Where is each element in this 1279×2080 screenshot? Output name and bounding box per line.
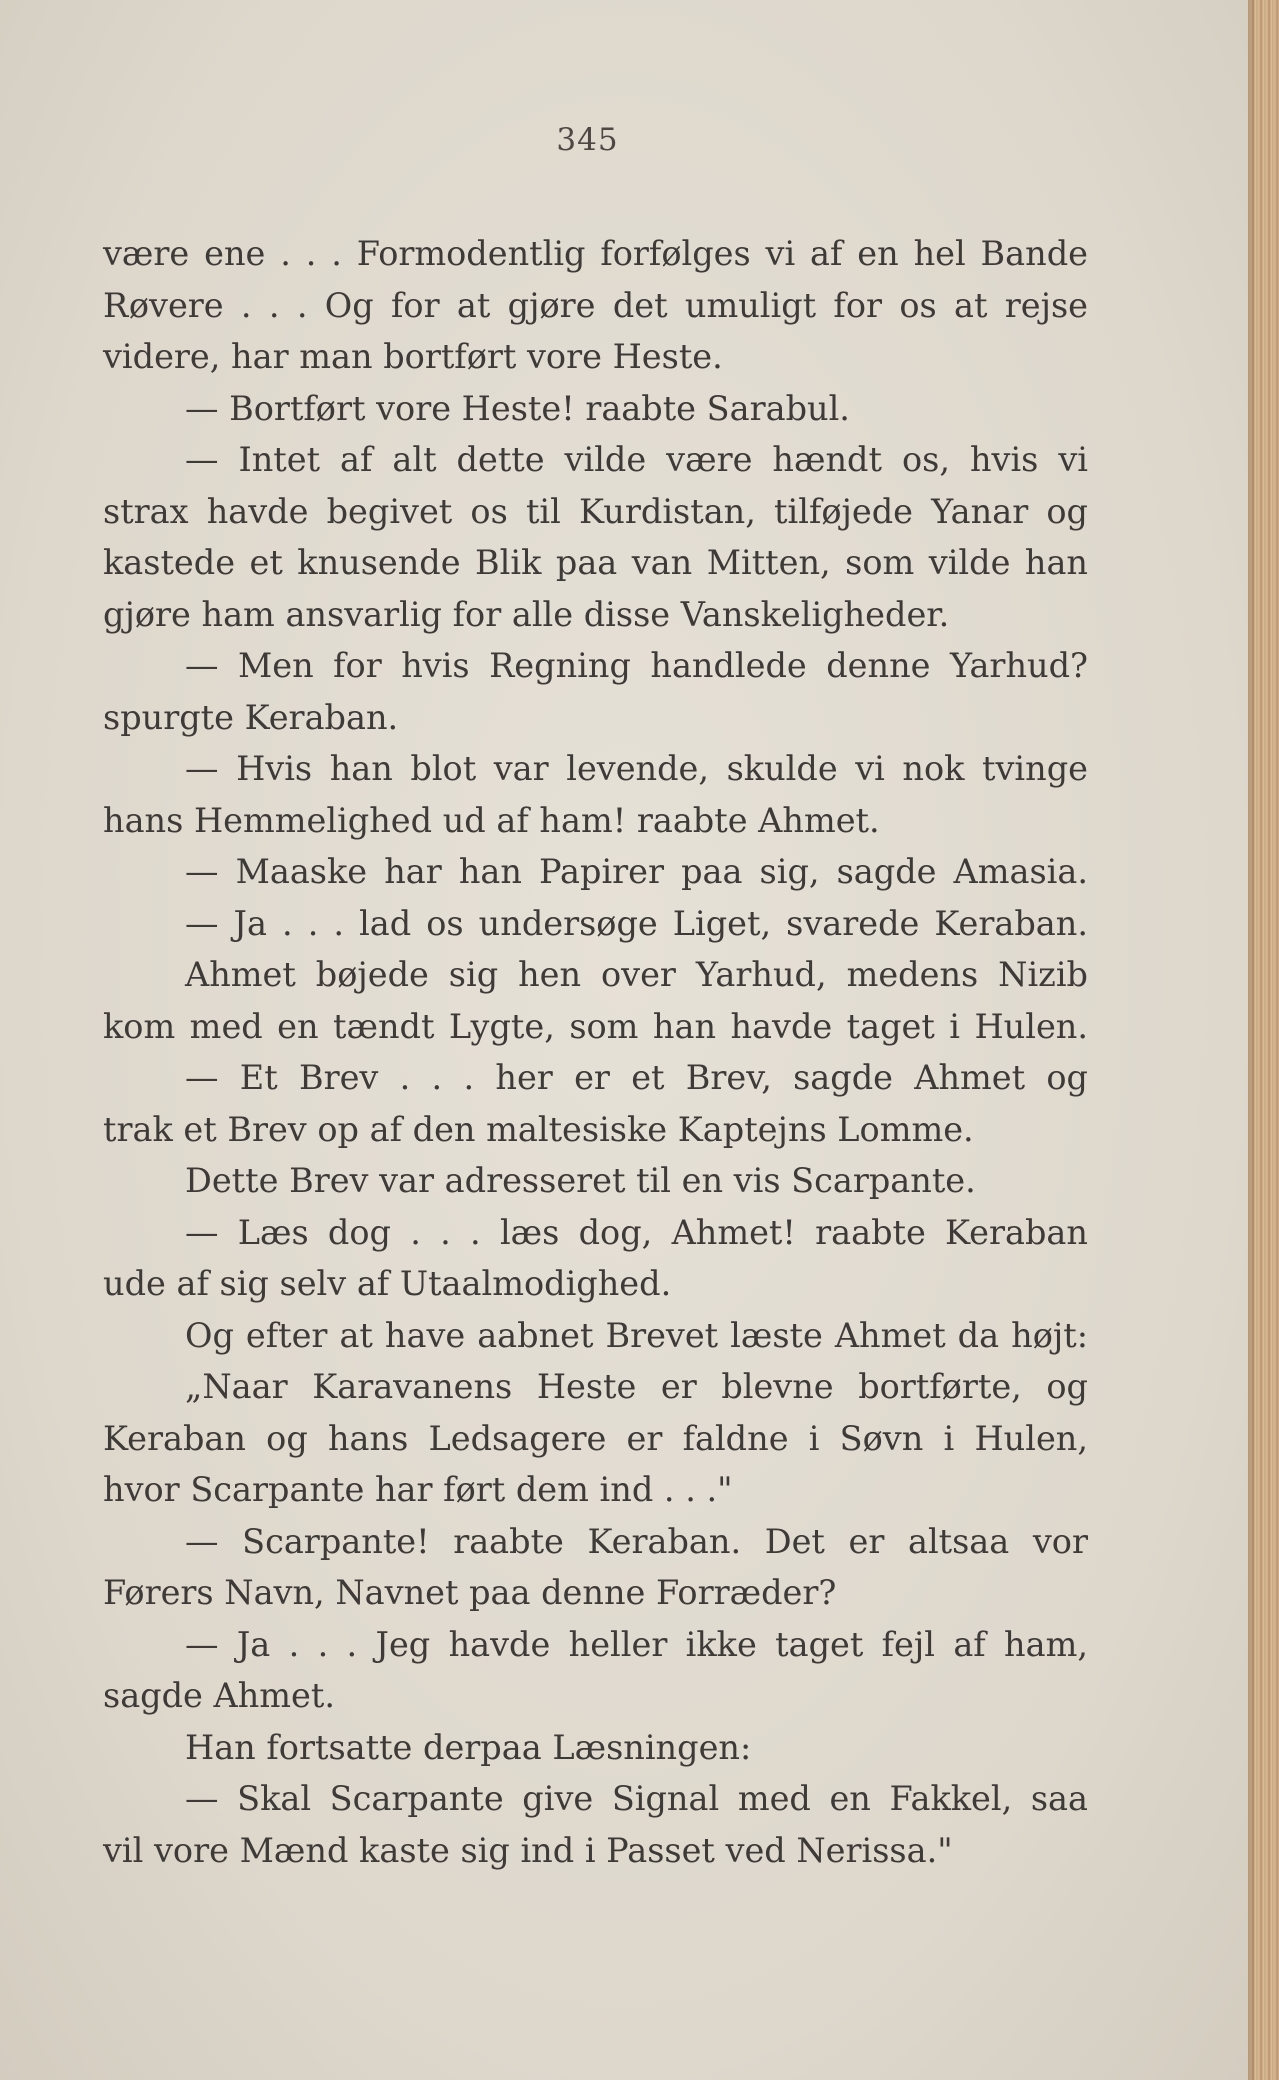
text-line: — Scarpante! raabte Keraban. Det er altsaa vor: [185, 1521, 1088, 1561]
text-line: — Maaske har han Papirer paa sig, sagde Amasia.: [185, 852, 1088, 891]
text-line: Keraban og hans Ledsagere er faldne i Søvn i Hulen,: [103, 1418, 1088, 1458]
page-edge-decoration: [1248, 0, 1279, 2080]
text-line: „Naar Karavanens Heste er blevne bortførte, og: [185, 1367, 1088, 1406]
page-number: 345: [556, 122, 619, 158]
text-line: — Intet af alt dette vilde være hændt os, hvis vi: [185, 440, 1088, 479]
text-line: — Et Brev . . . her er et Brev, sagde Ahmet og: [185, 1058, 1088, 1097]
text-line: — Ja . . . Jeg havde heller ikke taget fejl af ham,: [185, 1624, 1088, 1664]
text-line: være ene . . . Formodentlig forfølges vi af en hel Bande: [103, 234, 1088, 273]
text-line: — Ja . . . lad os undersøge Liget, svarede Keraban.: [185, 903, 1088, 943]
text-line: Førers Navn, Navnet paa denne Forræder?: [103, 1573, 837, 1612]
text-line: hans Hemmelighed ud af ham! raabte Ahmet.: [103, 800, 880, 840]
text-line: Og efter at have aabnet Brevet læste Ahmet da højt:: [185, 1315, 1088, 1355]
text-line: strax havde begivet os til Kurdistan, tilføjede Yanar og: [103, 491, 1088, 531]
text-line: vil vore Mænd kaste sig ind i Passet ved Nerissa.": [103, 1830, 953, 1870]
text-line: kastede et knusende Blik paa van Mitten, som vilde han: [103, 543, 1088, 582]
text-line: Han fortsatte derpaa Læsningen:: [185, 1727, 752, 1767]
text-line: sagde Ahmet.: [103, 1676, 335, 1715]
text-line: — Hvis han blot var levende, skulde vi nok tvinge: [185, 749, 1088, 788]
text-line: — Bortført vore Heste! raabte Sarabul.: [185, 388, 850, 428]
body-text: [103, 228, 1088, 1876]
text-line: hvor Scarpante har ført dem ind . . .": [103, 1470, 733, 1509]
text-line: — Læs dog . . . læs dog, Ahmet! raabte Keraban: [185, 1212, 1088, 1252]
text-line: spurgte Keraban.: [103, 697, 399, 737]
text-line: Røvere . . . Og for at gjøre det umuligt for os at rejse: [103, 285, 1088, 325]
text-line: Ahmet bøjede sig hen over Yarhud, medens Nizib: [185, 955, 1088, 994]
text-line: Dette Brev var adresseret til en vis Scarpante.: [185, 1161, 976, 1200]
text-line: gjøre ham ansvarlig for alle disse Vanskeligheder.: [103, 594, 950, 634]
text-line: videre, har man bortført vore Heste.: [103, 337, 723, 376]
text-line: — Men for hvis Regning handlede denne Yarhud?: [185, 646, 1088, 685]
text-line: trak et Brev op af den maltesiske Kaptejns Lomme.: [103, 1109, 974, 1149]
text-line: ude af sig selv af Utaalmodighed.: [103, 1264, 672, 1303]
text-line: — Skal Scarpante give Signal med en Fakkel, saa: [185, 1779, 1088, 1818]
text-line: kom med en tændt Lygte, som han havde taget i Hulen.: [103, 1006, 1088, 1046]
